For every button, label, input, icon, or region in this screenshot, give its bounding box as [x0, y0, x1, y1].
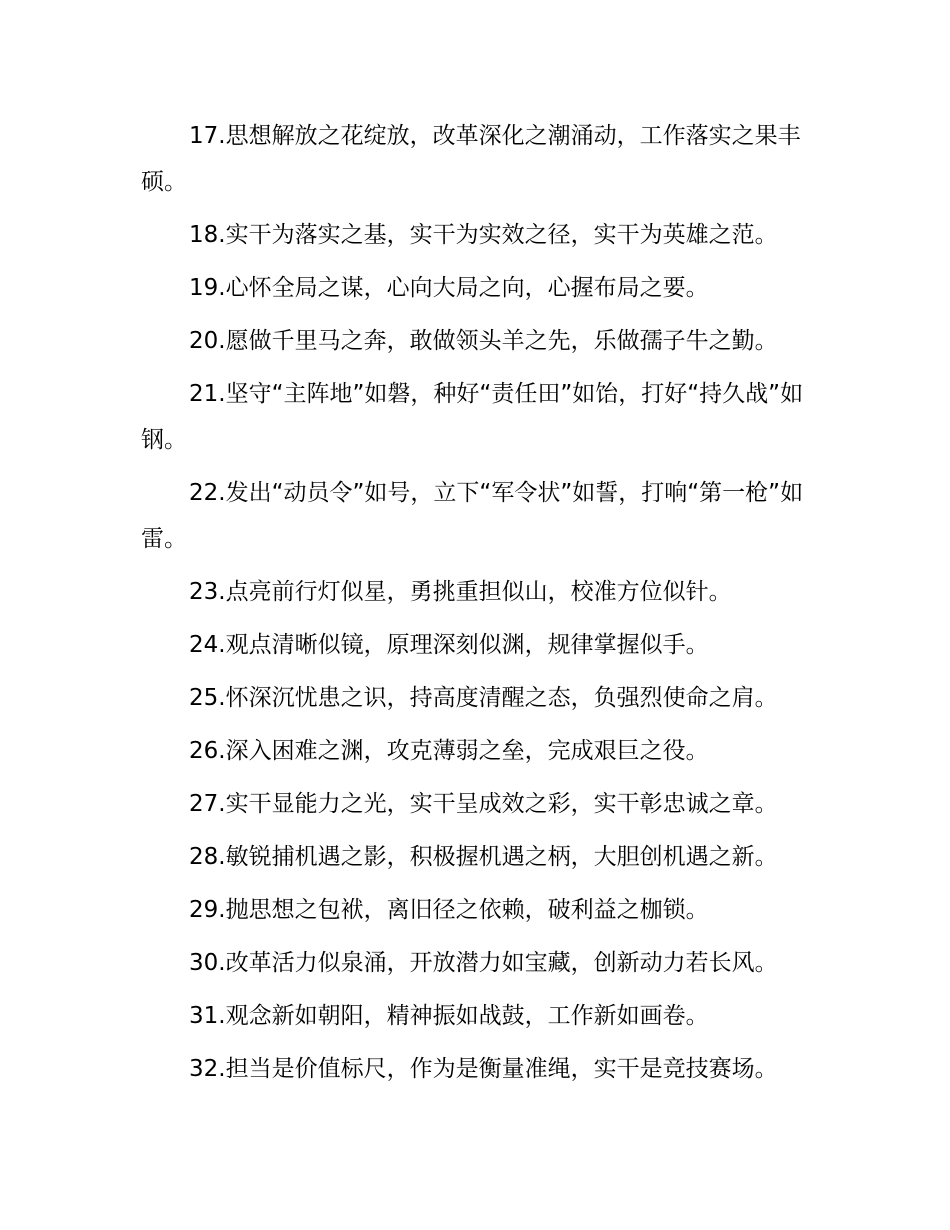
paragraph-31: 31.观念新如朝阳，精神振如战鼓，工作新如画卷。 [189, 1003, 709, 1029]
paragraph-32: 32.担当是价值标尺，作为是衡量准绳，实干是竞技赛场。 [189, 1056, 778, 1082]
paragraph-22: 22.发出“动员令”如号，立下“军令状”如誓，打响“第一枪”如雷。 [141, 480, 804, 552]
paragraph-26: 26.深入困难之渊，攻克薄弱之垒，完成艰巨之役。 [189, 738, 709, 764]
paragraph-19: 19.心怀全局之谋，心向大局之向，心握布局之要。 [189, 275, 709, 301]
document-body [141, 113, 813, 1099]
paragraph-20: 20.愿做千里马之奔，敢做领头羊之先，乐做孺子牛之勤。 [189, 328, 778, 354]
paragraph-17: 17.思想解放之花绽放，改革深化之潮涌动，工作落实之果丰硕。 [141, 123, 801, 195]
paragraph-18: 18.实干为落实之基，实干为实效之径，实干为英雄之范。 [189, 222, 778, 248]
paragraph-25: 25.怀深沉忧患之识，持高度清醒之态，负强烈使命之肩。 [189, 685, 778, 711]
paragraph-24: 24.观点清晰似镜，原理深刻似渊，规律掌握似手。 [189, 632, 709, 658]
paragraph-21: 21.坚守“主阵地”如磐，种好“责任田”如饴，打好“持久战”如钢。 [141, 381, 804, 453]
paragraph-27: 27.实干显能力之光，实干呈成效之彩，实干彰忠诚之章。 [189, 791, 778, 817]
paragraph-30: 30.改革活力似泉涌，开放潜力如宝藏，创新动力若长风。 [189, 950, 778, 976]
paragraph-23: 23.点亮前行灯似星，勇挑重担似山，校准方位似针。 [189, 579, 732, 605]
paragraph-28: 28.敏锐捕机遇之影，积极握机遇之柄，大胆创机遇之新。 [189, 844, 778, 870]
paragraph-29: 29.抛思想之包袱，离旧径之依赖，破利益之枷锁。 [189, 897, 709, 923]
